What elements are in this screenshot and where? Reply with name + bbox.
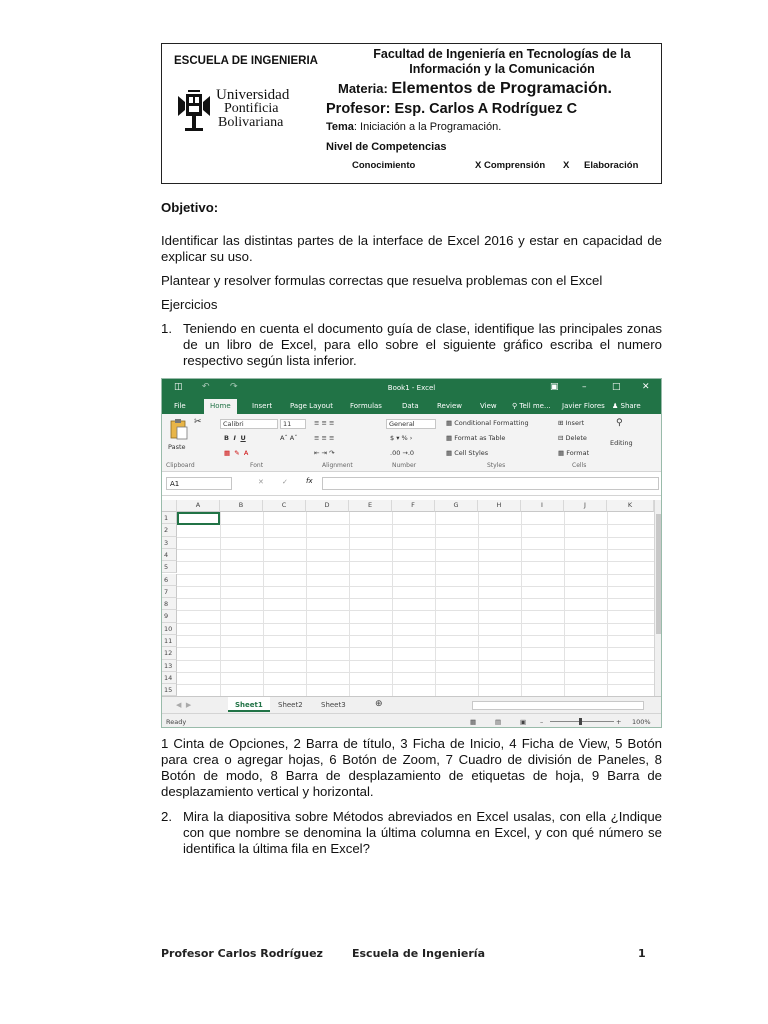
school-name: ESCUELA DE INGENIERIA (174, 55, 318, 67)
ribbon-display-icon: ▣ (550, 382, 559, 392)
tab-file: File (174, 402, 186, 410)
row-header: 3 (162, 537, 177, 549)
sheet-nav-icon: ◀ ▶ (176, 701, 192, 709)
grid-line (607, 512, 608, 696)
enter-icon: ✓ (282, 478, 288, 486)
maximize-icon: □ (612, 382, 621, 392)
zoom-slider (550, 721, 614, 722)
grid-line (564, 512, 565, 696)
redo-icon: ↷ (230, 382, 238, 392)
row-header: 12 (162, 647, 177, 659)
horizontal-scrollbar (472, 701, 644, 710)
grid-line (177, 549, 654, 550)
item1-number: 1. (161, 321, 172, 336)
grid-line (521, 512, 522, 696)
group-number: Number (392, 462, 417, 469)
formula-input (322, 477, 659, 490)
faculty-line2: Información y la Comunicación (409, 62, 595, 76)
column-header: E (349, 500, 392, 512)
format-as-table-label: Format as Table (454, 434, 506, 442)
row-header: 15 (162, 684, 177, 696)
university-name (216, 88, 289, 130)
row-header: 13 (162, 660, 177, 672)
zoom-slider-thumb (579, 718, 582, 725)
grid-line (177, 610, 654, 611)
item1-text: Teniendo en cuenta el documento guía de clase, identifique las principales zonas de un libro de Excel, para ello sobre el siguiente gráfico escriba el numero respectivo según lista inferior. (183, 321, 662, 368)
group-styles: Styles (487, 462, 506, 469)
row-header: 9 (162, 610, 177, 622)
materia-line (338, 80, 612, 98)
paragraph-objetivo: Identificar las distintas partes de la interface de Excel 2016 y estar en capacidad de explicar su uso. (161, 233, 662, 264)
conditional-formatting-label: Conditional Formatting (454, 419, 529, 427)
font-name-box: Calibri (220, 419, 278, 429)
profesor-value: Esp. Carlos A Rodríguez C (394, 101, 578, 117)
university-line3: Bolivariana (218, 115, 284, 130)
format-cells-label: Format (566, 449, 590, 457)
column-header: K (607, 500, 654, 512)
grid-line (177, 561, 654, 562)
currency-icon: $ ▾ % › (390, 434, 413, 442)
search-icon: ⚲ (616, 418, 623, 428)
sheet-tab-sheet2: Sheet2 (278, 701, 303, 709)
column-header: D (306, 500, 349, 512)
worksheet-grid (162, 500, 654, 696)
undo-icon: ↶ (202, 382, 210, 392)
tab-insert: Insert (252, 402, 273, 410)
grow-font-icon: Aˆ Aˇ (280, 434, 298, 442)
materia-value: Elementos de Programación. (391, 80, 612, 97)
paste-label: Paste (168, 443, 186, 451)
page-layout-view-icon: ▤ (495, 718, 502, 726)
font-color-icon: ▦ ✎ A (224, 449, 249, 457)
faculty-line1: Facultad de Ingeniería en Tecnologías de la (373, 47, 631, 61)
item2-number: 2. (161, 809, 172, 824)
row-header: 5 (162, 561, 177, 573)
paragraph-ejercicios: Ejercicios (161, 297, 218, 312)
header-box (161, 43, 662, 184)
grid-line (177, 574, 654, 575)
name-box: A1 (166, 477, 232, 490)
grid-line (392, 512, 393, 696)
share-button: ♟ Share (612, 402, 641, 410)
tell-me-box: ⚲ Tell me... (512, 402, 551, 410)
item2-text: Mira la diapositiva sobre Métodos abreviados en Excel usalas, con ella ¿Indique con que nombre se denomina la última columna en Excel, y con qué número se identifica la última fila en Excel? (183, 809, 662, 856)
grid-line (177, 623, 654, 624)
cut-icon: ✂ (194, 417, 202, 427)
sheet-tabs-bar (162, 696, 661, 713)
grid-line (177, 684, 654, 685)
university-line1: Universidad (216, 87, 290, 103)
bold-icon: B I U (224, 434, 246, 442)
grid-line (177, 660, 654, 661)
row-header: 8 (162, 598, 177, 610)
align-top-icon: ≡ ≡ ≡ (314, 419, 335, 427)
status-bar (162, 713, 661, 728)
group-cells: Cells (572, 462, 587, 469)
paste-icon (170, 418, 188, 440)
number-format-box: General (386, 419, 436, 429)
cancel-icon: ✕ (258, 478, 264, 486)
column-header: H (478, 500, 521, 512)
tab-review: Review (437, 402, 462, 410)
vertical-scrollbar (654, 500, 662, 696)
format-as-table-button: ▦ Format as Table (446, 434, 506, 442)
zoom-level: 100% (632, 718, 651, 726)
zoom-in-icon: + (616, 718, 622, 726)
profesor-line (326, 101, 577, 117)
decimal-icon: .00 →.0 (390, 449, 415, 457)
column-header: F (392, 500, 435, 512)
zoom-out-icon: – (540, 718, 544, 726)
materia-label: Materia: (338, 81, 388, 96)
row-header: 4 (162, 549, 177, 561)
tema-line (326, 121, 501, 133)
column-header: I (521, 500, 564, 512)
align-left-icon: ≡ ≡ ≡ (314, 434, 335, 442)
grid-line (349, 512, 350, 696)
excel-screenshot (161, 378, 662, 728)
insert-cells-button: ⊞ Insert (558, 419, 585, 427)
status-ready: Ready (166, 718, 187, 726)
university-crest-icon (176, 88, 212, 134)
tell-me-label: Tell me... (519, 402, 551, 410)
grid-line (306, 512, 307, 696)
indent-icon: ⇤ ⇥ ↷ (314, 449, 335, 457)
save-icon: ◫ (174, 382, 183, 392)
grid-line (177, 635, 654, 636)
competencia-mark: X (563, 160, 570, 171)
grid-line (177, 598, 654, 599)
footer-school: Escuela de Ingeniería (352, 947, 485, 960)
row-header: 14 (162, 672, 177, 684)
column-header: G (435, 500, 478, 512)
tab-view: View (480, 402, 497, 410)
tab-data: Data (402, 402, 419, 410)
formula-bar (162, 472, 661, 496)
cell-styles-label: Cell Styles (454, 449, 489, 457)
grid-line (177, 537, 654, 538)
column-header: B (220, 500, 263, 512)
tab-home: Home (204, 399, 237, 414)
user-name: Javier Flores (562, 402, 605, 410)
new-sheet-icon: ⊕ (375, 699, 383, 709)
competencia-comprension: X Comprensión (475, 160, 546, 171)
university-line2: Pontificia (224, 101, 279, 116)
grid-line (220, 512, 221, 696)
objetivo-heading: Objetivo: (161, 200, 219, 215)
excel-ribbon (162, 414, 661, 472)
format-cells-button: ▦ Format (558, 449, 590, 457)
grid-line (177, 586, 654, 587)
share-label: Share (620, 402, 641, 410)
grid-line (177, 524, 654, 525)
tema-label: Tema (326, 121, 354, 133)
group-clipboard: Clipboard (166, 462, 195, 469)
footer-professor: Profesor Carlos Rodríguez (161, 947, 323, 960)
column-header: A (177, 500, 220, 512)
row-header: 7 (162, 586, 177, 598)
grid-line (177, 672, 654, 673)
nivel-competencias: Nivel de Competencias (326, 141, 447, 153)
cell-styles-button: ▦ Cell Styles (446, 449, 489, 457)
font-size-box: 11 (280, 419, 306, 429)
tema-value: : Iniciación a la Programación. (353, 121, 502, 133)
grid-line (435, 512, 436, 696)
row-header: 10 (162, 623, 177, 635)
excel-ribbon-tabs (162, 398, 661, 414)
faculty-name (352, 47, 652, 77)
close-icon: ✕ (642, 382, 650, 392)
active-cell (177, 512, 220, 525)
delete-cells-button: ⊟ Delete (558, 434, 587, 442)
excel-title-bar (162, 379, 661, 398)
profesor-label: Profesor: (326, 101, 391, 117)
legend-text: 1 Cinta de Opciones, 2 Barra de título, 3 Ficha de Inicio, 4 Ficha de View, 5 Botón para crea o agregar hojas, 6 Botón de Zoom, 7 Cuadro de división de Paneles, 8 Botón de modo, 8 Barra de desplazamiento de etiquetas de hoja, 9 Barra de desplazamiento vertical y horizontal. (161, 736, 662, 799)
page-break-view-icon: ▣ (520, 718, 527, 726)
competencia-elaboracion: Elaboración (584, 160, 639, 171)
select-all-corner (162, 500, 177, 512)
sheet-tab-sheet1: Sheet1 (228, 697, 270, 712)
conditional-formatting-button: ▦ Conditional Formatting (446, 419, 529, 427)
row-header: 1 (162, 512, 177, 524)
tab-formulas: Formulas (350, 402, 382, 410)
row-header: 2 (162, 524, 177, 536)
column-header: C (263, 500, 306, 512)
scrollbar-thumb (656, 514, 662, 634)
paragraph-formulas: Plantear y resolver formulas correctas que resuelva problemas con el Excel (161, 273, 603, 288)
row-header: 6 (162, 574, 177, 586)
fx-icon: fx (306, 477, 313, 485)
grid-line (177, 647, 654, 648)
minimize-icon: – (582, 382, 587, 392)
sheet-tab-sheet3: Sheet3 (321, 701, 346, 709)
delete-cells-label: Delete (565, 434, 587, 442)
insert-cells-label: Insert (565, 419, 585, 427)
excel-title: Book1 - Excel (387, 384, 436, 392)
column-header: J (564, 500, 607, 512)
normal-view-icon: ▦ (470, 718, 477, 726)
group-alignment: Alignment (322, 462, 353, 469)
grid-line (478, 512, 479, 696)
page-number: 1 (638, 947, 646, 960)
row-header: 11 (162, 635, 177, 647)
competencia-conocimiento: Conocimiento (352, 160, 416, 171)
editing-label: Editing (610, 439, 633, 447)
grid-line (263, 512, 264, 696)
university-logo (176, 88, 296, 136)
group-font: Font (250, 462, 264, 469)
tab-page-layout: Page Layout (290, 402, 333, 410)
